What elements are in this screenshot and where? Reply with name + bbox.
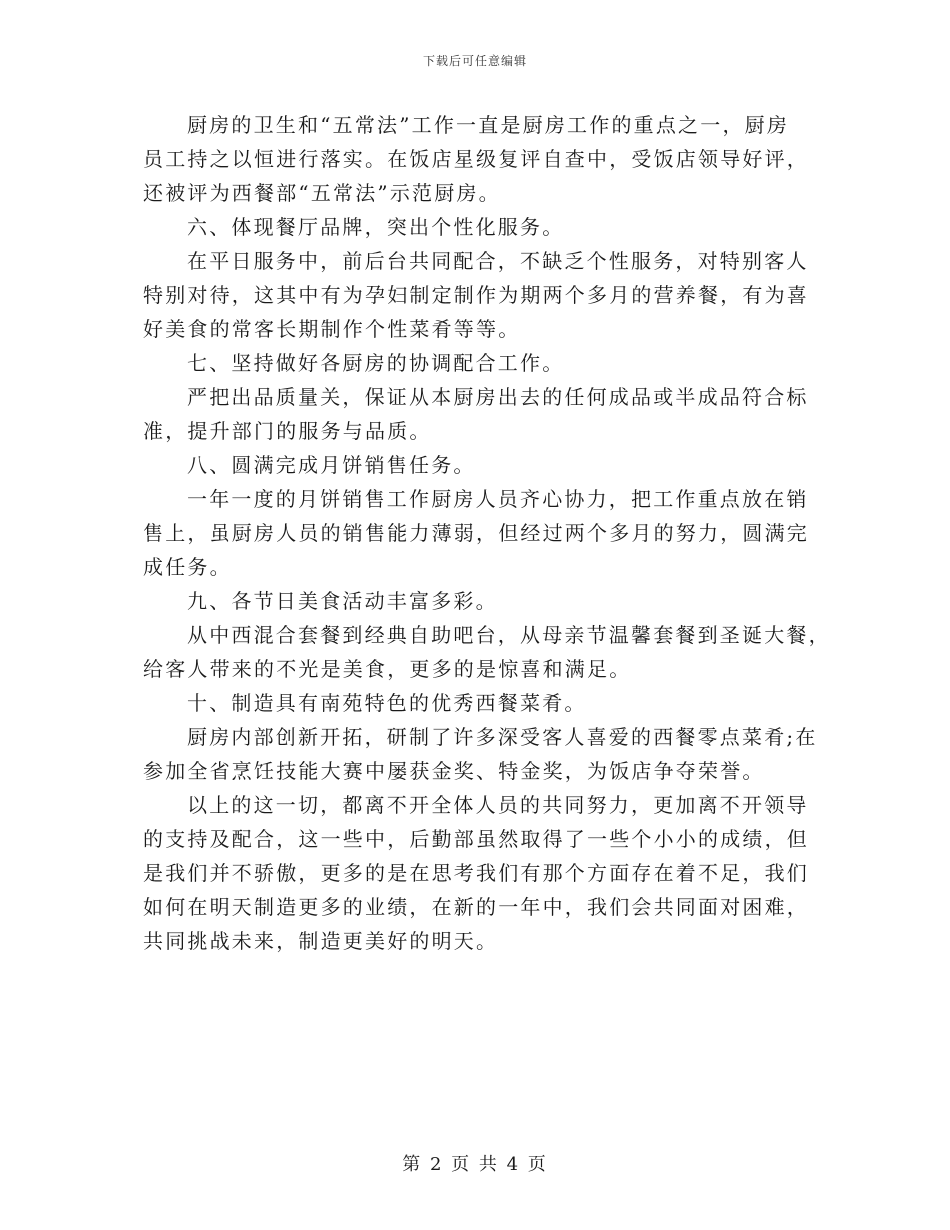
text-line: 从中西混合套餐到经典自助吧台，从母亲节温馨套餐到圣诞大餐， <box>187 623 831 647</box>
text-line: 严把出品质量关，保证从本厨房出去的任何成品或半成品符合标 <box>187 385 809 409</box>
text-line: 好美食的常客长期制作个性菜肴等等。 <box>143 317 521 341</box>
text-line: 是我们并不骄傲，更多的是在思考我们有那个方面存在着不足，我们 <box>143 861 809 885</box>
text-line: 给客人带来的不光是美食，更多的是惊喜和满足。 <box>143 657 632 681</box>
text-line: 在平日服务中，前后台共同配合，不缺乏个性服务，对特别客人 <box>187 249 809 273</box>
text-line: 的支持及配合，这一些中，后勤部虽然取得了一些个小小的成绩，但 <box>143 827 809 851</box>
text-line: 成任务。 <box>143 555 232 579</box>
page-number: 第 2 页 共 4 页 <box>402 1154 548 1175</box>
text-line: 参加全省烹饪技能大赛中屡获金奖、特金奖，为饭店争夺荣誉。 <box>143 759 765 783</box>
text-line: 还被评为西餐部“五常法”示范厨房。 <box>143 181 501 205</box>
text-line: 八、圆满完成月饼销售任务。 <box>187 453 476 477</box>
header-note: 下载后可任意编辑 <box>422 54 527 68</box>
text-line: 十、制造具有南苑特色的优秀西餐菜肴。 <box>187 691 587 715</box>
text-line: 特别对待，这其中有为孕妇制定制作为期两个多月的营养餐，有为喜 <box>143 283 809 307</box>
document-body <box>143 108 831 958</box>
text-line: 七、坚持做好各厨房的协调配合工作。 <box>187 351 565 375</box>
text-line: 厨房的卫生和“五常法”工作一直是厨房工作的重点之一，厨房 <box>187 113 790 137</box>
text-line: 一年一度的月饼销售工作厨房人员齐心协力，把工作重点放在销 <box>187 487 809 511</box>
text-line: 九、各节日美食活动丰富多彩。 <box>187 589 498 613</box>
text-line: 六、体现餐厅品牌，突出个性化服务。 <box>187 215 565 239</box>
text-line: 售上，虽厨房人员的销售能力薄弱，但经过两个多月的努力，圆满完 <box>143 521 809 545</box>
text-line: 准，提升部门的服务与品质。 <box>143 419 432 443</box>
text-line: 如何在明天制造更多的业绩，在新的一年中，我们会共同面对困难， <box>143 895 809 919</box>
text-line: 厨房内部创新开拓，研制了许多深受客人喜爱的西餐零点菜肴;在 <box>187 725 818 749</box>
text-line: 共同挑战未来，制造更美好的明天。 <box>143 929 499 953</box>
text-line: 员工持之以恒进行落实。在饭店星级复评自查中，受饭店领导好评， <box>143 147 809 171</box>
text-line: 以上的这一切，都离不开全体人员的共同努力，更加离不开领导 <box>187 793 809 817</box>
